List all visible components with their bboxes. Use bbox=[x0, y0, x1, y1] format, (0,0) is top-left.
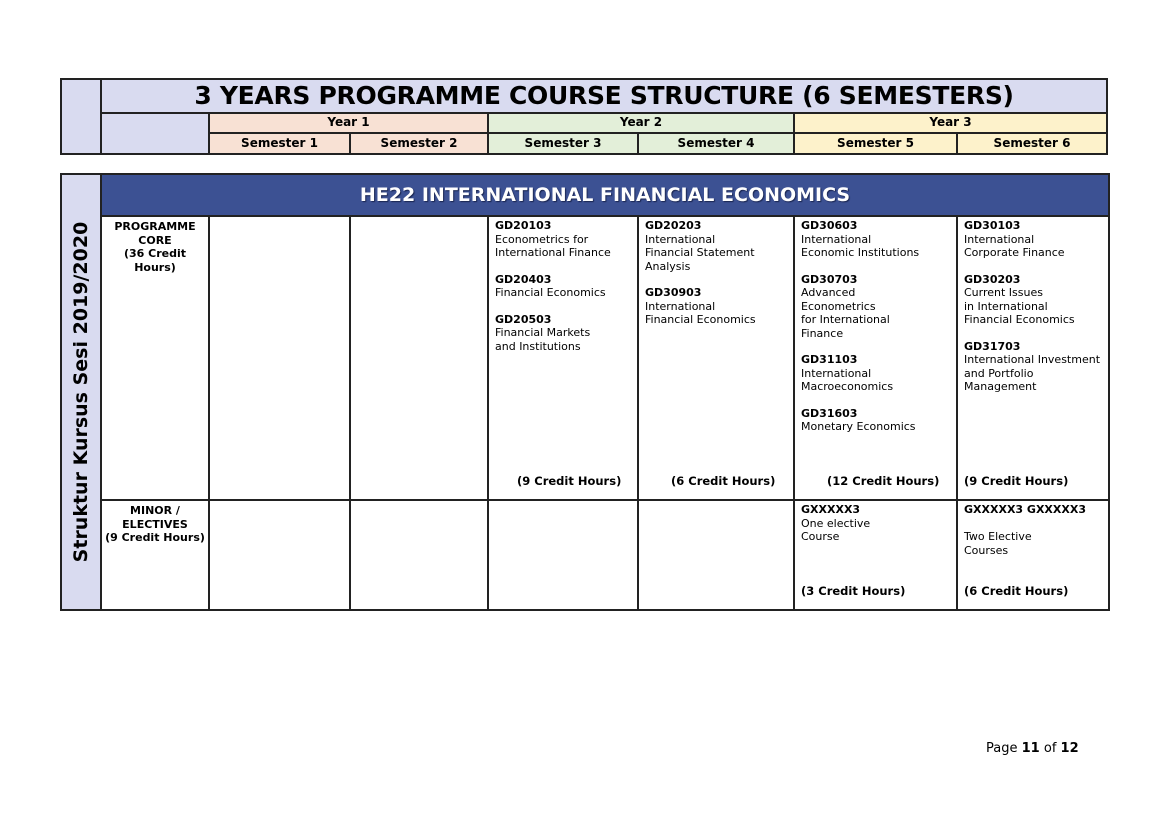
credit-hours: (9 Credit Hours) bbox=[964, 473, 1069, 488]
course-name: and Portfolio bbox=[964, 366, 1034, 380]
course-name: Current Issues bbox=[964, 286, 1043, 299]
course-code: GD30903 bbox=[645, 286, 702, 299]
course-name: International bbox=[645, 299, 716, 313]
course-code: GD30603 bbox=[801, 219, 858, 232]
semester-6-header: Semester 6 bbox=[958, 134, 1106, 153]
programme-title: HE22 INTERNATIONAL FINANCIAL ECONOMICS bbox=[101, 174, 1109, 216]
course-name: Financial Economics bbox=[964, 313, 1075, 326]
header-table bbox=[60, 78, 1108, 155]
elective-semester-4 bbox=[638, 500, 794, 610]
course-code: GD20403 bbox=[495, 272, 552, 286]
course-name: and Institutions bbox=[495, 339, 581, 353]
course-name: Econometrics for bbox=[495, 232, 589, 246]
semester-1-header: Semester 1 bbox=[210, 134, 351, 153]
year-2-header: Year 2 bbox=[489, 114, 795, 134]
elective-code: GXXXXX3 bbox=[801, 503, 861, 516]
course-code: GD20503 bbox=[495, 312, 552, 326]
course-name: International bbox=[801, 366, 872, 380]
core-semester-1 bbox=[209, 216, 350, 500]
credit-hours: (6 Credit Hours) bbox=[671, 473, 776, 488]
course-code: GD30203 bbox=[964, 272, 1021, 286]
elective-semester-2 bbox=[350, 500, 488, 610]
page-current: 11 bbox=[1021, 741, 1040, 756]
row-label-line: MINOR / bbox=[130, 504, 180, 517]
row-label-line: CORE bbox=[138, 233, 172, 247]
credit-hours: (9 Credit Hours) bbox=[517, 473, 622, 488]
course-name: Corporate Finance bbox=[964, 246, 1065, 259]
side-label-cell bbox=[61, 174, 101, 610]
course-name: International bbox=[645, 232, 716, 246]
core-semester-6 bbox=[957, 216, 1109, 500]
course-name: International Finance bbox=[495, 246, 611, 259]
elective-description: Course bbox=[801, 530, 840, 543]
page-prefix: Page bbox=[986, 741, 1018, 756]
page-title: 3 YEARS PROGRAMME COURSE STRUCTURE (6 SEMESTERS) bbox=[102, 80, 1106, 114]
course-name: Financial Economics bbox=[645, 313, 756, 326]
elective-code: GXXXXX3 GXXXXX3 bbox=[964, 503, 1087, 516]
page-of: of bbox=[1043, 741, 1057, 756]
programme-table bbox=[60, 173, 1110, 611]
core-semester-3 bbox=[488, 216, 638, 500]
elective-description: One elective bbox=[801, 516, 871, 530]
course-code: GD20203 bbox=[645, 219, 702, 232]
core-semester-2 bbox=[350, 216, 488, 500]
row-label-line: (36 Credit bbox=[123, 247, 187, 260]
programme-core-label bbox=[101, 216, 209, 500]
side-label: Struktur Kursus Sesi 2019/2020 bbox=[70, 221, 92, 563]
semester-5-header: Semester 5 bbox=[795, 134, 958, 153]
course-code: GD20103 bbox=[495, 219, 552, 232]
course-name: Analysis bbox=[645, 259, 691, 273]
course-name: Management bbox=[964, 380, 1037, 393]
course-name: Macroeconomics bbox=[801, 380, 894, 393]
elective-description bbox=[964, 517, 1102, 531]
course-name: for International bbox=[801, 313, 890, 326]
course-code: GD31703 bbox=[964, 339, 1021, 353]
row-label-line: ELECTIVES bbox=[122, 517, 188, 531]
elective-semester-5 bbox=[794, 500, 957, 610]
course-name: in International bbox=[964, 299, 1048, 313]
semester-3-header: Semester 3 bbox=[489, 134, 639, 153]
course-name: International bbox=[964, 232, 1035, 246]
electives-label bbox=[101, 500, 209, 610]
course-code: GD31103 bbox=[801, 353, 858, 366]
elective-semester-1 bbox=[209, 500, 350, 610]
core-semester-4 bbox=[638, 216, 794, 500]
credit-hours: (12 Credit Hours) bbox=[827, 473, 940, 488]
course-name: International bbox=[801, 232, 872, 246]
course-name: Economic Institutions bbox=[801, 246, 920, 259]
course-code: GD30103 bbox=[964, 219, 1021, 232]
year-3-header: Year 3 bbox=[795, 114, 1106, 134]
course-name: Financial Statement bbox=[645, 246, 755, 259]
course-name: International Investment bbox=[964, 353, 1101, 366]
credit-hours: (6 Credit Hours) bbox=[964, 583, 1069, 598]
elective-description: Two Elective bbox=[964, 530, 1032, 543]
header-blank-cell bbox=[102, 114, 210, 153]
course-name: Econometrics bbox=[801, 299, 876, 313]
elective-description: Courses bbox=[964, 543, 1009, 557]
course-name: Monetary Economics bbox=[801, 420, 916, 433]
course-code: GD31603 bbox=[801, 406, 858, 420]
elective-semester-6 bbox=[957, 500, 1109, 610]
row-label-line: Hours) bbox=[134, 260, 176, 274]
semester-4-header: Semester 4 bbox=[639, 134, 795, 153]
page-total: 12 bbox=[1060, 741, 1079, 756]
course-name: Financial Economics bbox=[495, 286, 606, 299]
course-code: GD30703 bbox=[801, 272, 858, 286]
course-name: Finance bbox=[801, 326, 844, 340]
page-number bbox=[986, 741, 1106, 756]
semester-2-header: Semester 2 bbox=[351, 134, 489, 153]
year-1-header: Year 1 bbox=[210, 114, 489, 134]
credit-hours: (3 Credit Hours) bbox=[801, 583, 906, 598]
row-label-line: (9 Credit Hours) bbox=[105, 531, 205, 544]
elective-semester-3 bbox=[488, 500, 638, 610]
core-semester-5 bbox=[794, 216, 957, 500]
header-side-block bbox=[62, 80, 102, 153]
course-name: Advanced bbox=[801, 286, 856, 299]
course-name: Financial Markets bbox=[495, 326, 591, 339]
row-label-line: PROGRAMME bbox=[114, 220, 196, 233]
